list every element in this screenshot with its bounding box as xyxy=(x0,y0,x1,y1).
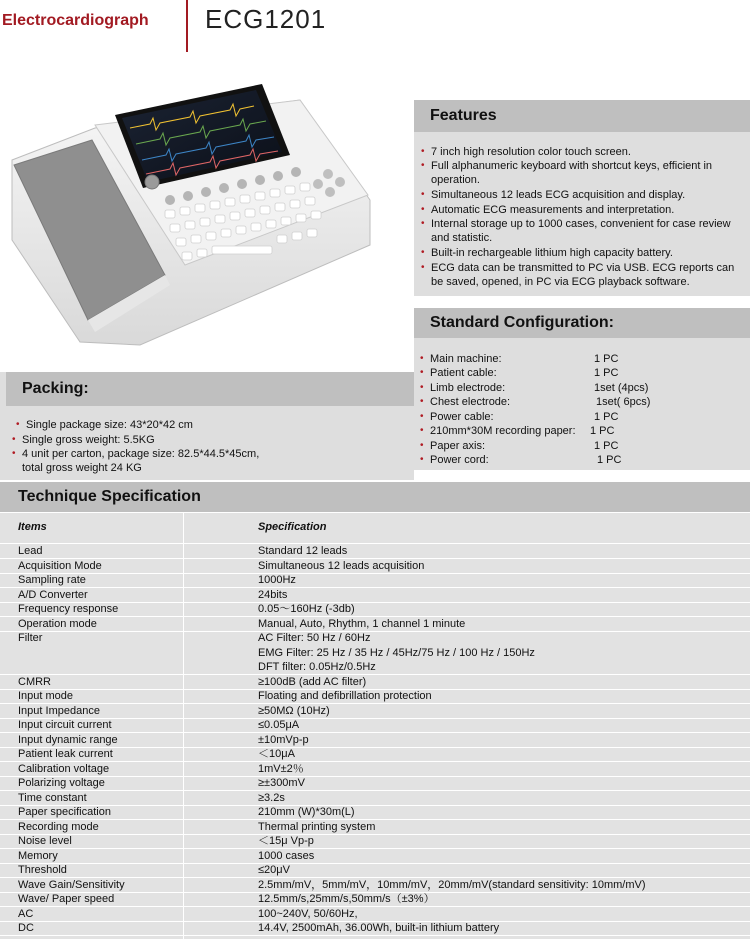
row-divider xyxy=(0,935,750,936)
table-row xyxy=(0,602,750,617)
ecg-device-illustration xyxy=(0,70,410,370)
header-specification: Specification xyxy=(258,521,327,533)
table-row xyxy=(0,762,750,777)
table-row xyxy=(0,791,750,806)
standard-configuration-title: Standard Configuration: xyxy=(414,308,750,338)
header-divider xyxy=(186,0,188,52)
technique-title: Technique Specification xyxy=(0,482,750,512)
row-spec: ＜10μA xyxy=(258,748,295,760)
features-title: Features xyxy=(414,100,750,132)
row-spec: 0.05～160Hz (-3db) xyxy=(258,603,355,615)
table-row xyxy=(0,805,750,820)
row-item: Input mode xyxy=(18,690,74,702)
table-row xyxy=(0,559,750,574)
table-row xyxy=(0,921,750,936)
bullet-icon: • xyxy=(420,382,424,393)
row-item: DC xyxy=(18,922,34,934)
row-item: Input circuit current xyxy=(18,719,112,731)
packing-panel xyxy=(0,372,414,480)
row-item: Wave Gain/Sensitivity xyxy=(18,878,125,891)
row-spec: AC Filter: 50 Hz / 60Hz xyxy=(258,632,371,644)
table-row xyxy=(0,718,750,733)
table-row xyxy=(0,863,750,878)
row-spec: 14.4V, 2500mAh, 36.00Wh, built-in lithium battery xyxy=(258,922,500,934)
table-row xyxy=(0,849,750,864)
packing-title: Packing: xyxy=(6,372,414,406)
row-spec: DFT filter: 0.05Hz/0.5Hz xyxy=(258,661,376,673)
row-item: Input Impedance xyxy=(18,704,100,717)
packing-item: • 4 unit per carton, package size: 82.5*44.5*45cm, total gross weight 24 KG xyxy=(12,448,260,474)
row-item: Memory xyxy=(18,849,58,862)
row-item: Time constant xyxy=(18,791,87,804)
brand-title: Electrocardiograph xyxy=(2,12,149,29)
row-spec: 1mV±2％ xyxy=(258,762,304,775)
bullet-icon: • xyxy=(12,448,16,459)
packing-item: • Single gross weight: 5.5KG xyxy=(12,434,155,446)
row-item: Acquisition Mode xyxy=(18,559,102,572)
header xyxy=(0,0,750,56)
feature-item: • 7 inch high resolution color touch screen. xyxy=(421,146,631,158)
bullet-icon: • xyxy=(420,454,424,465)
model-name: ECG1201 xyxy=(205,4,327,34)
table-row xyxy=(0,573,750,588)
bullet-icon: • xyxy=(421,247,425,258)
header-items: Items xyxy=(18,521,47,533)
table-row xyxy=(0,907,750,922)
bullet-icon: • xyxy=(420,353,424,364)
row-spec: Floating and defibrillation protection xyxy=(258,690,432,702)
bullet-icon: • xyxy=(421,262,425,273)
row-item: A/D Converter xyxy=(18,588,88,601)
bullet-icon: • xyxy=(420,425,424,436)
table-row xyxy=(0,588,750,603)
row-spec: ＜15μ Vp-p xyxy=(258,835,314,847)
row-spec: ≥100dB (add AC filter) xyxy=(258,675,367,688)
row-spec: ≥50MΩ (10Hz) xyxy=(258,704,330,717)
row-spec: ≤20μV xyxy=(258,864,290,876)
table-row xyxy=(0,776,750,791)
table-row xyxy=(0,704,750,719)
table-row xyxy=(0,733,750,748)
row-item: Lead xyxy=(18,545,43,557)
row-spec: 1000 cases xyxy=(258,849,315,862)
bullet-icon: • xyxy=(420,411,424,422)
row-spec: 100~240V, 50/60Hz, xyxy=(258,907,358,920)
table-row xyxy=(0,892,750,907)
table-row xyxy=(0,544,750,559)
row-spec: 2.5mm/mV，5mm/mV，10mm/mV，20mm/mV(standard sensitivity: 10mm/mV) xyxy=(258,878,646,891)
table-row xyxy=(0,878,750,893)
row-item: Threshold xyxy=(18,864,67,876)
table-header xyxy=(0,513,750,543)
bullet-icon: • xyxy=(420,440,424,451)
bullet-icon: • xyxy=(16,419,20,430)
bullet-icon: • xyxy=(420,396,424,407)
row-spec: Simultaneous 12 leads acquisition xyxy=(258,559,425,572)
row-item: Patient leak current xyxy=(18,748,113,760)
table-row xyxy=(0,646,750,661)
row-spec: Thermal printing system xyxy=(258,820,376,833)
table-row xyxy=(0,660,750,675)
bullet-icon: • xyxy=(421,146,425,157)
row-item: Sampling rate xyxy=(18,574,86,586)
row-item: Frequency response xyxy=(18,603,119,615)
row-spec: ≥±300mV xyxy=(258,777,305,789)
feature-item: • Internal storage up to 1000 cases, convenient for case review and statistic. xyxy=(421,218,731,244)
table-row xyxy=(0,834,750,849)
features-panel xyxy=(414,100,750,296)
bullet-icon: • xyxy=(12,434,16,445)
table-row xyxy=(0,617,750,632)
row-spec: Standard 12 leads xyxy=(258,545,348,557)
row-spec: 12.5mm/s,25mm/s,50mm/s（±3%） xyxy=(258,893,435,905)
row-item: Wave/ Paper speed xyxy=(18,893,115,905)
bullet-icon: • xyxy=(421,160,425,171)
feature-item: • Simultaneous 12 leads ECG acquisition and display. xyxy=(421,189,686,201)
row-spec: 210mm (W)*30m(L) xyxy=(258,806,355,818)
standard-configuration-panel: Standard Configuration: • Main machine: 1 PC • Patient cable: 1 PC • Limb electrode: 1set (4pcs) • Chest electrode: 1set( 6pcs) • Power cable: 1 PC • 210mm*30M recording paper: 1 PC • Paper axis: 1 PC • Power cord: 1 PC xyxy=(414,308,750,470)
row-item: Recording mode xyxy=(18,820,99,833)
spec-table xyxy=(0,513,750,939)
row-spec: Manual, Auto, Rhythm, 1 channel 1 minute xyxy=(258,617,466,630)
device-image xyxy=(0,70,410,370)
table-row xyxy=(0,820,750,835)
table-row xyxy=(0,747,750,762)
bullet-icon: • xyxy=(421,218,425,229)
feature-item: • Full alphanumeric keyboard with shortcut keys, efficient in operation. xyxy=(421,160,713,186)
row-spec: 24bits xyxy=(258,588,288,601)
row-item: Filter xyxy=(18,632,43,644)
row-spec: 1000Hz xyxy=(258,574,296,586)
table-row xyxy=(0,675,750,690)
feature-item: • Automatic ECG measurements and interpretation. xyxy=(421,204,675,216)
row-item: Noise level xyxy=(18,835,72,847)
row-item: CMRR xyxy=(18,675,51,688)
row-item: AC xyxy=(18,907,34,920)
bullet-icon: • xyxy=(420,367,424,378)
row-item: Operation mode xyxy=(18,617,97,630)
bullet-icon: • xyxy=(421,204,425,215)
row-spec: EMG Filter: 25 Hz / 35 Hz / 45Hz/75 Hz / 100 Hz / 150Hz xyxy=(258,646,535,659)
row-spec: ≥3.2s xyxy=(258,791,285,804)
row-item: Polarizing voltage xyxy=(18,777,105,789)
row-item: Input dynamic range xyxy=(18,733,118,746)
packing-item: • Single package size: 43*20*42 cm xyxy=(16,419,193,431)
row-item: Paper specification xyxy=(18,806,111,818)
bullet-icon: • xyxy=(421,189,425,200)
table-row xyxy=(0,689,750,704)
row-spec: ≤0.05μA xyxy=(258,719,300,731)
feature-item: • ECG data can be transmitted to PC via USB. ECG reports can be saved, opened, in PC via ECG playback software. xyxy=(421,262,735,288)
row-item: Calibration voltage xyxy=(18,762,110,775)
row-spec: ±10mVp-p xyxy=(258,733,309,746)
table-row xyxy=(0,631,750,646)
feature-item: • Built-in rechargeable lithium high capacity battery. xyxy=(421,247,673,259)
